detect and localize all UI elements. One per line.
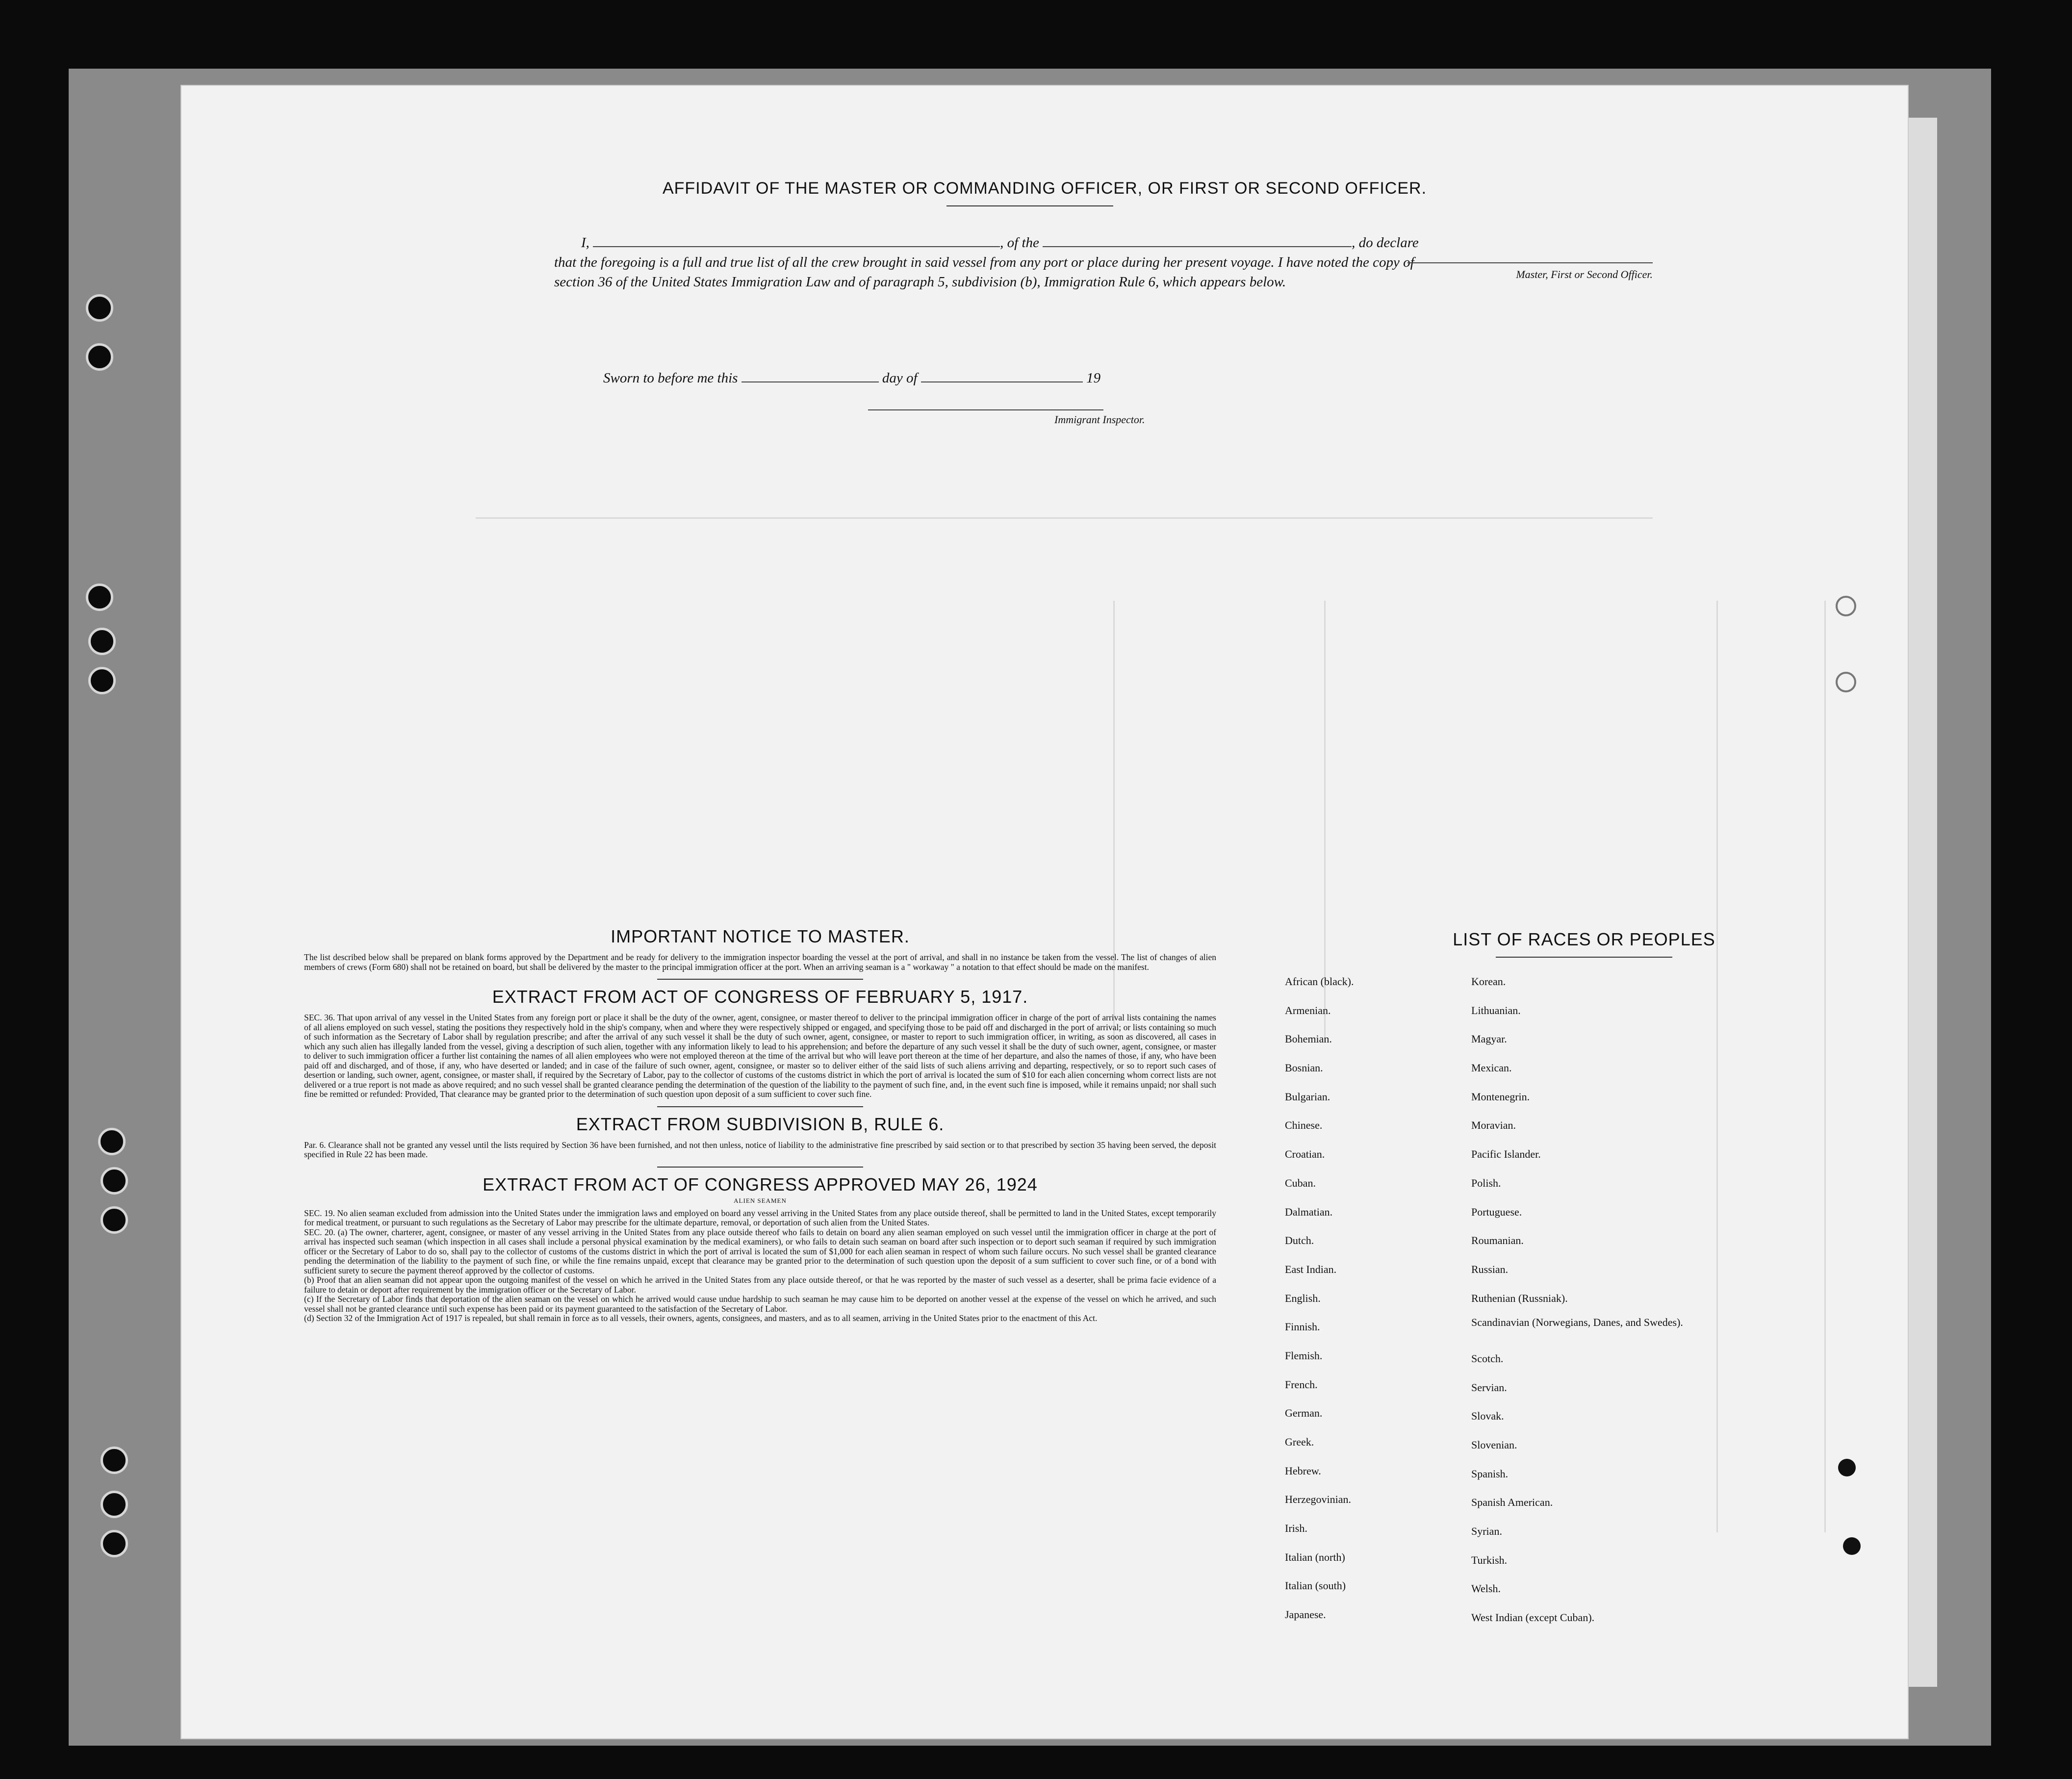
inspector-signature-line[interactable]	[868, 409, 1103, 410]
extract-1924-sec20a: SEC. 20. (a) The owner, charterer, agent, consignee, or master of any vessel arriving in the United States from any place outside thereof who fails to detain on board any alien seaman employed on such vessel until the immigration officer in charge at the port of arrival has inspected such seaman (which inspection in all cases shall include a personal physical examination by the medical examiners), or who fails to detain such seaman on board after such inspection or to deport such seaman if required by such immigration officer or the Secretary of Labor to do so, shall pay to the collector of customs of the customs district in which the port of arrival is located the sum of $1,000 for each alien seaman in respect of whom such failure occurs. No such vessel shall be granted clearance pending the determination of the liability to the payment of such fine, or while the fine remains unpaid, except that clearance may be granted prior to the determination of such question upon the deposit of a sum sufficient to cover such fine, or of a bond with sufficient surety to secure the payment thereof approved by the collector of customs.	[304, 1227, 1216, 1275]
sworn-line	[603, 370, 1100, 386]
race-item: Dalmatian.	[1285, 1205, 1333, 1218]
race-item: French.	[1285, 1378, 1318, 1391]
race-item: Slovak.	[1471, 1410, 1504, 1423]
sworn-day-field[interactable]	[742, 381, 879, 382]
race-item: Russian.	[1471, 1263, 1509, 1275]
binder-hole-5	[88, 667, 116, 694]
race-item: Welsh.	[1471, 1582, 1501, 1595]
master-signature-caption: Master, First or Second Officer.	[1516, 268, 1653, 280]
sworn-text: Sworn to before me this	[603, 370, 738, 386]
extract-1924-sec20c: (c) If the Secretary of Labor finds that deportation of the alien seaman on the vessel on which he arrived would cause undue hardship to such seaman he may cause him to be deported on another vessel at the expense of the vessel on which he arrived, and such vessel shall not be granted clearance until such expense has been paid or its payment guaranteed to the satisfaction of the Secretary of Labor.	[304, 1294, 1216, 1314]
race-item: Servian.	[1471, 1381, 1507, 1394]
race-item: Italian (north)	[1285, 1550, 1345, 1563]
extract-1917-rule	[657, 1106, 863, 1107]
race-item: Magyar.	[1471, 1033, 1507, 1045]
inspector-block	[868, 409, 1211, 426]
master-signature-line[interactable]	[1407, 262, 1653, 263]
race-item: Bohemian.	[1285, 1033, 1332, 1045]
race-item: East Indian.	[1285, 1263, 1337, 1275]
race-item: German.	[1285, 1407, 1323, 1420]
race-item: Bulgarian.	[1285, 1090, 1330, 1103]
binder-hole-11	[101, 1530, 128, 1557]
extract-1917-title: EXTRACT FROM ACT OF CONGRESS OF FEBRUARY 5, 1917.	[492, 987, 1028, 1007]
race-item: Italian (south)	[1285, 1579, 1346, 1592]
notice-title: IMPORTANT NOTICE TO MASTER.	[611, 926, 910, 946]
binder-hole-1	[86, 294, 113, 322]
inspector-caption: Immigrant Inspector.	[1054, 413, 1145, 426]
race-item: Polish.	[1471, 1176, 1501, 1189]
binder-hole-4	[88, 628, 116, 655]
race-item: Cuban.	[1285, 1176, 1316, 1189]
bleed-through-line	[476, 517, 1653, 519]
races-list	[1260, 929, 1908, 1624]
race-item: Portuguese.	[1471, 1205, 1522, 1218]
extract-rule6-rule	[657, 1167, 863, 1168]
race-item: Chinese.	[1285, 1119, 1323, 1132]
extract-1924-title: EXTRACT FROM ACT OF CONGRESS APPROVED MAY 26, 1924	[483, 1174, 1038, 1194]
race-item: African (black).	[1285, 975, 1354, 988]
race-item: Spanish.	[1471, 1467, 1509, 1480]
affidavit-declare: , do declare	[1352, 235, 1419, 251]
extract-rule6-text: Par. 6. Clearance shall not be granted any vessel until the lists required by Section 36 have been furnished, and not then unless, notice of liability to the administrative fine prescribed by said section or to that prescribed by section 35 having been served, the deposit specified in Rule 22 has been made.	[304, 1140, 1216, 1159]
notice-rule	[657, 979, 863, 980]
extract-1924-subtitle: ALIEN SEAMEN	[734, 1196, 787, 1204]
race-item: Irish.	[1285, 1522, 1307, 1535]
binder-hole-9	[101, 1447, 128, 1474]
race-item: English.	[1285, 1292, 1321, 1304]
race-item: Mexican.	[1471, 1062, 1512, 1074]
race-item: Turkish.	[1471, 1553, 1508, 1566]
race-item: Pacific Islander.	[1471, 1148, 1541, 1161]
races-title: LIST OF RACES OR PEOPLES	[1453, 929, 1715, 949]
day-of-text: day of	[882, 370, 918, 386]
extract-1917-text: SEC. 36. That upon arrival of any vessel in the United States from any foreign port or place it shall be the duty of the owner, agent, consignee, or master thereof to deliver to the principal immigration officer in charge of the port of arrival lists containing the names of all aliens employed on such vessel, stating the positions they respectively hold in the ship's company, when and where they were respectively shipped or engaged, and specifying those to be paid off and discharged in the port of arrival; or lists containing so much of such information as the Secretary of Labor shall by regulation prescribe; and after the arrival of any such vessel it shall be the duty of such owner, agent, consignee, or master to report to such immigration officer, in writing, as soon as discovered, all cases in which any such alien has illegally landed from the vessel, giving a description of such alien, together with any information likely to lead to his apprehension; and before the departure of any such vessel it shall be the duty of such owner, agent, consignee, or master to deliver to such immigration officer a further list containing the names of all alien employees who were not employed thereon at the time of the arrival but who will leave port thereon at the time of her departure, and also the names of those, if any, who have been paid off and discharged, and of those, if any, who have deserted or landed; and in case of the failure of such owner, agent, consignee, or master so to deliver either of the said lists of such aliens arriving and departing, respectively, or so to report such cases of desertion or landing, such owner, agent, consignee, or master shall, if required by the Secretary of Labor, pay to the collector of customs of the customs district in which the port of arrival is located the sum of $10 for each alien concerning whom correct lists are not delivered or a true report is not made as above required; and no such vessel shall be granted clearance pending the determination of the question of the liability to the payment of such fine, and, in the event such fine is imposed, while it remains unpaid; nor shall such fine be remitted or refunded: Provided, That clearance may be granted prior to the determination of such question upon deposit of a sum sufficient to cover such fine.	[304, 1013, 1216, 1099]
binder-hole-6	[98, 1128, 126, 1155]
affidavit-title: AFFIDAVIT OF THE MASTER OR COMMANDING OFFICER, OR FIRST OR SECOND OFFICER.	[662, 179, 1427, 198]
races-title-rule	[1496, 957, 1672, 958]
race-item: Hebrew.	[1285, 1464, 1321, 1477]
vessel-name-field[interactable]	[1043, 246, 1352, 247]
year-prefix: 19	[1086, 370, 1101, 386]
binder-hole-10	[101, 1491, 128, 1518]
affidavit-i: I,	[581, 235, 589, 251]
binder-hole-2	[86, 343, 113, 371]
race-item: Roumanian.	[1471, 1234, 1524, 1247]
race-item: Scotch.	[1471, 1352, 1504, 1365]
race-item: Ruthenian (Russniak).	[1471, 1292, 1568, 1304]
punch-hole-3	[1838, 1459, 1856, 1476]
punch-hole-4	[1843, 1537, 1861, 1555]
extract-1924-sec19: SEC. 19. No alien seaman excluded from admission into the United States under the immigration laws and employed on board any vessel arriving in the United States from any place outside thereof, shall be permitted to land in the United States, except temporarily for medical treatment, or pursuant to such regulations as the Secretary of Labor may prescribe for the ultimate departure, removal, or deportation of such alien from the United States.	[304, 1208, 1216, 1227]
race-item: Japanese.	[1285, 1608, 1326, 1621]
race-item: Korean.	[1471, 975, 1506, 988]
races-right-column	[1471, 967, 1707, 1632]
extract-1924-sec20d: (d) Section 32 of the Immigration Act of 1917 is repealed, but shall remain in force as to all vessels, their owners, agents, consignees, and masters, and as to all seamen, arriving in the United States prior to the enactment of this Act.	[304, 1313, 1098, 1323]
notices-column	[304, 919, 1216, 1323]
extract-1924-sec20b: (b) Proof that an alien seaman did not appear upon the outgoing manifest of the vessel on which he arrived in the United States from any place outside thereof, or that he was reported by the master of such vessel as a deserter, shall be prima facie evidence of a failure to detain or deport after requirement by the immigration officer or the Secretary of Labor.	[304, 1275, 1216, 1295]
race-item: West Indian (except Cuban).	[1471, 1611, 1595, 1624]
race-item: Greek.	[1285, 1436, 1314, 1448]
race-item: Lithuanian.	[1471, 1004, 1521, 1017]
punch-hole-1	[1836, 596, 1856, 616]
bleed-through-column	[1824, 601, 1826, 1532]
race-item: Finnish.	[1285, 1321, 1320, 1333]
affidavit-page	[181, 86, 1908, 1738]
race-item: Montenegrin.	[1471, 1090, 1530, 1103]
binder-hole-8	[101, 1206, 128, 1234]
race-item: Armenian.	[1285, 1004, 1331, 1017]
punch-hole-2	[1836, 672, 1856, 692]
race-item: Scandinavian (Norwegians, Danes, and Swedes).	[1471, 1316, 1683, 1329]
bleed-through-column	[1716, 601, 1718, 1532]
race-item: Flemish.	[1285, 1349, 1323, 1362]
affidavit-of-the: , of the	[1000, 235, 1039, 251]
affidavit-statement: that the foregoing is a full and true list of all the crew brought in said vessel from any port or place during her present voyage. I have noted the copy of section 36 of the United States Immigration Law and of paragraph 5, subdivision (b), Immigration Rule 6, which appears below.	[554, 254, 1414, 290]
race-item: Dutch.	[1285, 1234, 1314, 1247]
notice-text: The list described below shall be prepared on blank forms approved by the Department and be ready for delivery to the immigration inspector boarding the vessel at the port of arrival, and shall in no instance be taken from the vessel. The list of changes of alien members of crews (Form 680) shall not be retained on board, but shall be delivered by the master to the principal immigration officer at the port. When an arriving seaman is a " workaway " a notation to that effect should be made on the manifest.	[304, 952, 1216, 972]
extract-rule6-title: EXTRACT FROM SUBDIVISION B, RULE 6.	[576, 1114, 945, 1134]
race-item: Moravian.	[1471, 1119, 1516, 1132]
race-item: Syrian.	[1471, 1525, 1502, 1538]
binder-hole-3	[86, 584, 113, 611]
race-item: Spanish American.	[1471, 1496, 1553, 1509]
master-name-field[interactable]	[593, 246, 1000, 247]
affidavit-line-1	[554, 233, 1437, 253]
sworn-month-field[interactable]	[921, 381, 1083, 382]
race-item: Croatian.	[1285, 1148, 1325, 1161]
affidavit-title-rule	[946, 205, 1113, 206]
race-item: Herzegovinian.	[1285, 1493, 1351, 1506]
master-signature-block	[1300, 262, 1653, 281]
race-item: Slovenian.	[1471, 1439, 1517, 1451]
binder-hole-7	[101, 1167, 128, 1194]
race-item: Bosnian.	[1285, 1062, 1323, 1074]
